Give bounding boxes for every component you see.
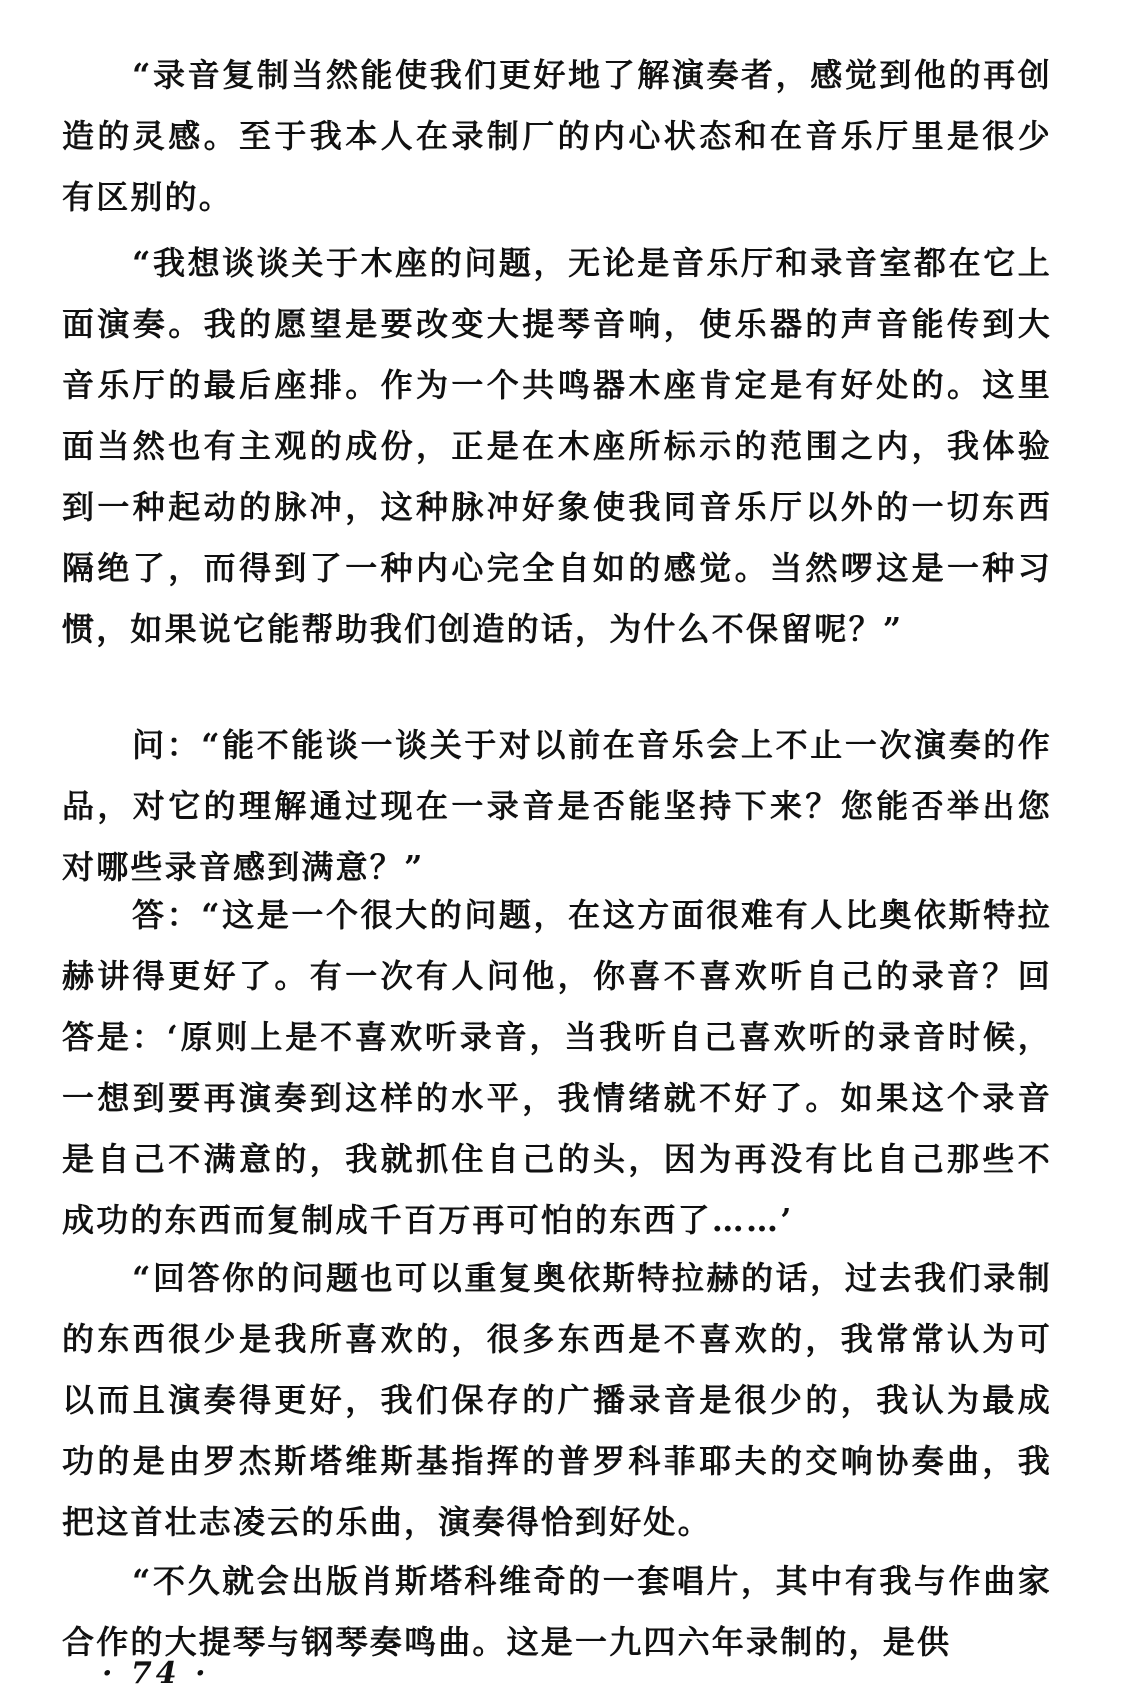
paragraph-3: 问：“能不能谈一谈关于对以前在音乐会上不止一次演奏的作品，对它的理解通过现在一录音是否能坚持下来？您能否举出您对哪些录音感到满意？” xyxy=(62,726,1052,886)
paragraph-4: 答：“这是一个很大的问题，在这方面很难有人比奥依斯特拉赫讲得更好了。有一次有人问他，你喜不喜欢听自己的录音？回答是：‘原则上是不喜欢听录音，当我听自己喜欢听的录音时候，一想到要再演奏到这样的水平，我情绪就不好了。如果这个录音是自己不满意的，我就抓住自己的头，因为再没有比自己那些不成功的东西而复制成千百万再可怕的东西了……’ xyxy=(62,896,1052,1239)
paragraph-1: “录音复制当然能使我们更好地了解演奏者，感觉到他的再创造的灵感。至于我本人在录制厂的内心状态和在音乐厅里是很少有区别的。 xyxy=(62,56,1052,216)
paragraph-2: “我想谈谈关于木座的问题，无论是音乐厅和录音室都在它上面演奏。我的愿望是要改变大提琴音响，使乐器的声音能传到大音乐厅的最后座排。作为一个共鸣器木座肯定是有好处的。这里面当然也有主观的成份，正是在木座所标示的范围之内，我体验到一种起动的脉冲，这种脉冲好象使我同音乐厅以外的一切东西隔绝了，而得到了一种内心完全自如的感觉。当然啰这是一种习惯，如果说它能帮助我们创造的话，为什么不保留呢？” xyxy=(62,244,1052,648)
paragraph-6: “不久就会出版肖斯塔科维奇的一套唱片，其中有我与作曲家合作的大提琴与钢琴奏鸣曲。这是一九四六年录制的，是供 xyxy=(62,1562,1052,1661)
page-number: · 74 · xyxy=(102,1656,210,1691)
paragraph-5: “回答你的问题也可以重复奥依斯特拉赫的话，过去我们录制的东西很少是我所喜欢的，很多东西是不喜欢的，我常常认为可以而且演奏得更好，我们保存的广播录音是很少的，我认为最成功的是由罗杰斯塔维斯基指挥的普罗科菲耶夫的交响协奏曲，我把这首壮志凌云的乐曲，演奏得恰到好处。 xyxy=(62,1259,1052,1541)
